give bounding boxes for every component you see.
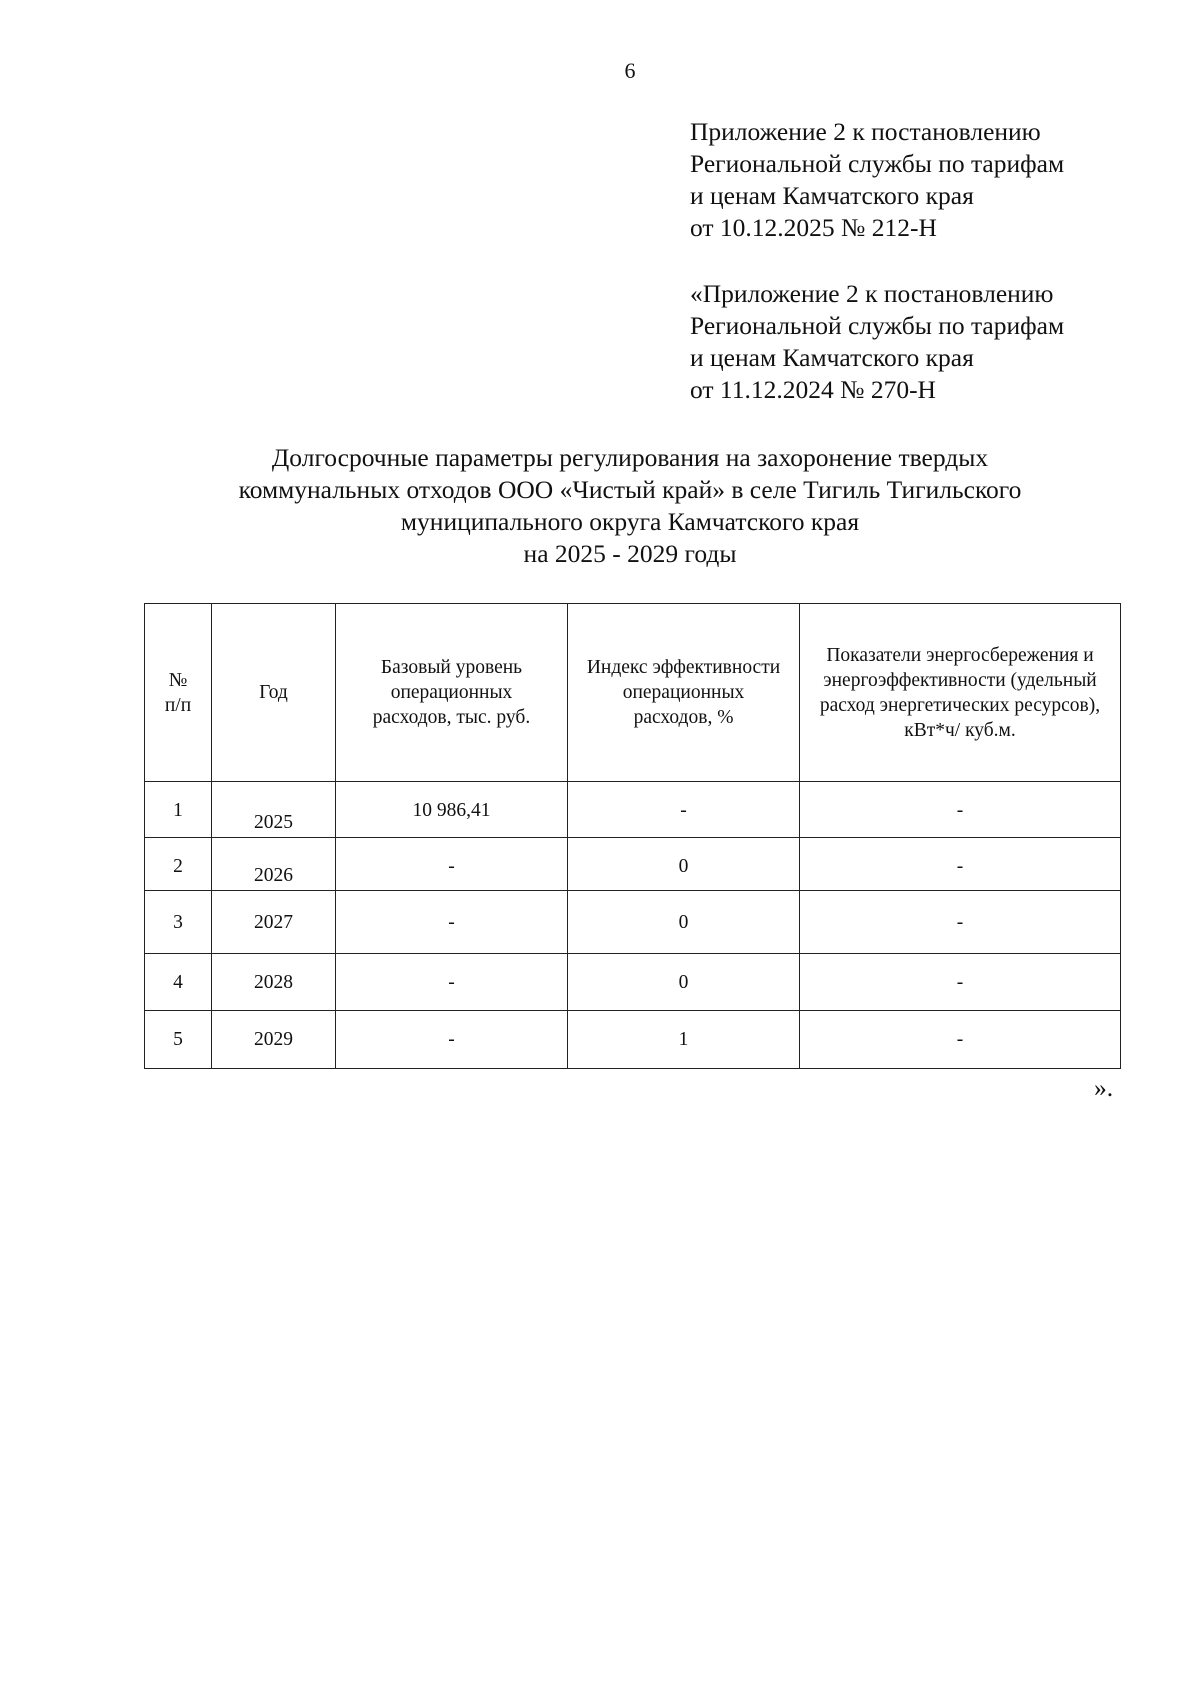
header-year: Год — [212, 604, 336, 782]
cell-number: 1 — [145, 782, 212, 838]
appendix-line: Региональной службы по тарифам — [690, 149, 1065, 178]
page-number: 6 — [624, 58, 636, 83]
title-line: на 2025 - 2029 годы — [523, 539, 737, 568]
regulation-parameters-table — [144, 603, 1121, 1069]
cell-base-level: - — [336, 891, 568, 954]
cell-base-level: - — [336, 954, 568, 1011]
cell-year: 2028 — [212, 954, 336, 1011]
cell-energy-indicators: - — [800, 1011, 1121, 1069]
appendix-line: от 11.12.2024 № 270-Н — [690, 375, 936, 404]
appendix-reference-previous — [690, 278, 1064, 406]
cell-efficiency-index: - — [568, 782, 800, 838]
appendix-line: от 10.12.2025 № 212-Н — [690, 213, 937, 242]
title-line: коммунальных отходов ООО «Чистый край» в селе Тигиль Тигильского — [238, 475, 1022, 504]
cell-year: 2029 — [212, 1011, 336, 1069]
cell-year: 2027 — [212, 891, 336, 954]
appendix-line: и ценам Камчатского края — [690, 181, 974, 210]
table-row — [145, 838, 1121, 891]
cell-base-level: 10 986,41 — [336, 782, 568, 838]
appendix-line: «Приложение 2 к постановлению — [690, 279, 1054, 308]
cell-energy-indicators: - — [800, 782, 1121, 838]
closing-quote-mark: ». — [1094, 1073, 1114, 1102]
cell-year: 2026 — [212, 838, 336, 891]
cell-energy-indicators: - — [800, 838, 1121, 891]
cell-number: 3 — [145, 891, 212, 954]
appendix-reference-current — [690, 116, 1064, 244]
cell-number: 5 — [145, 1011, 212, 1069]
cell-year: 2025 — [212, 782, 336, 838]
appendix-line: Приложение 2 к постановлению — [690, 117, 1041, 146]
document-title — [130, 442, 1130, 570]
table-row — [145, 1011, 1121, 1069]
appendix-line: и ценам Камчатского края — [690, 343, 974, 372]
cell-efficiency-index: 0 — [568, 954, 800, 1011]
title-line: муниципального округа Камчатского края — [400, 507, 860, 536]
header-base-level: Базовый уровень операционных расходов, тыс. руб. — [336, 604, 568, 782]
cell-number: 4 — [145, 954, 212, 1011]
table-row — [145, 891, 1121, 954]
cell-energy-indicators: - — [800, 954, 1121, 1011]
cell-base-level: - — [336, 1011, 568, 1069]
cell-efficiency-index: 1 — [568, 1011, 800, 1069]
header-energy-indicators: Показатели энергосбережения и энергоэффективности (удельный расход энергетических ресурсов), кВт*ч/ куб.м. — [800, 604, 1121, 782]
table-row — [145, 954, 1121, 1011]
header-number: № п/п — [145, 604, 212, 782]
cell-efficiency-index: 0 — [568, 891, 800, 954]
title-line: Долгосрочные параметры регулирования на захоронение твердых — [271, 443, 989, 472]
header-efficiency-index: Индекс эффективности операционных расходов, % — [568, 604, 800, 782]
cell-energy-indicators: - — [800, 891, 1121, 954]
table-header-row — [145, 604, 1121, 782]
table-row — [145, 782, 1121, 838]
cell-number: 2 — [145, 838, 212, 891]
cell-base-level: - — [336, 838, 568, 891]
cell-efficiency-index: 0 — [568, 838, 800, 891]
appendix-line: Региональной службы по тарифам — [690, 311, 1065, 340]
